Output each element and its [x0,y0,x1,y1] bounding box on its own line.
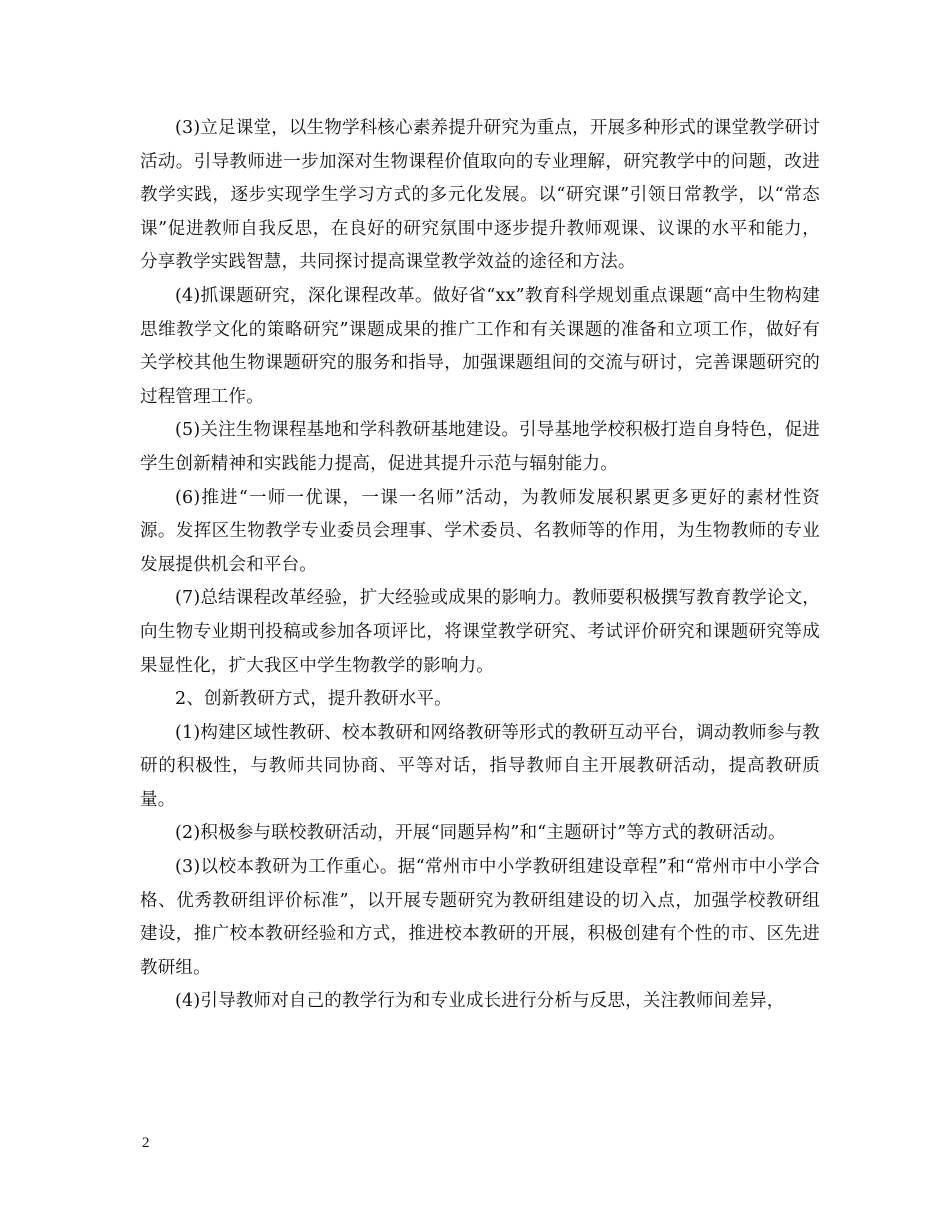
paragraph-4-teacher-reflection: (4)引导教师对自己的教学行为和专业成长进行分析与反思，关注教师间差异， [175,991,785,1012]
paragraph-2-joint-school-research: (2)积极参与联校教研活动，开展“同题异构”和“主题研讨”等方式的教研活动。 [175,823,786,844]
section-heading-innovate-research: 2、创新教研方式，提升教研水平。 [175,689,452,710]
paragraph-1-research-platform: (1)构建区域性教研、校本教研和网络教研等形式的教研互动平台，调动教师参与教研的积极性，与教师共同协商、平等对话，指导教师自主开展教研活动，提高教研质量。 [140,722,820,810]
paragraph-3-school-based-research: (3)以校本教研为工作重心。据“常州市中小学教研组建设章程”和“常州市中小学合格、优秀教研组评价标准”，以开展专题研究为教研组建设的切入点，加强学校教研组建设，推广校本教研经验和方式，推进校本教研的开展，积极创建有个性的市、区先进教研组。 [140,857,820,978]
paragraph-4-topic-research: (4)抓课题研究，深化课程改革。做好省“xx”教育科学规划重点课题“高中生物构建思维教学文化的策略研究”课题成果的推广工作和有关课题的准备和立项工作，做好有关学校其他生物课题研究的服务和指导，加强课题组间的交流与研讨，完善课题研究的过程管理工作。 [140,285,820,407]
paragraph-7-summarize-reform: (7)总结课程改革经验，扩大经验或成果的影响力。教师要积极撰写教育教学论文，向生物专业期刊投稿或参加各项评比，将课堂教学研究、考试评价研究和课题研究等成果显性化，扩大我区中学生物教学的影响力。 [140,588,820,676]
paragraph-6-one-teacher-one-lesson: (6)推进“一师一优课，一课一名师”活动，为教师发展积累更多更好的素材性资源。发挥区生物教学专业委员会理事、学术委员、名教师等的作用，为生物教师的专业发展提供机会和平台。 [140,487,820,575]
page-number: 2 [142,1135,150,1151]
paragraph-3-classroom-research: (3)立足课堂，以生物学科核心素养提升研究为重点，开展多种形式的课堂教学研讨活动。引导教师进一步加深对生物课程价值取向的专业理解，研究教学中的问题，改进教学实践，逐步实现学生学习方式的多元化发展。以“研究课”引领日常教学，以“常态课”促进教师自我反思，在良好的研究氛围中逐步提升教师观课、议课的水平和能力，分享教学实践智慧，共同探讨提高课堂教学效益的途径和方法。 [140,118,820,273]
paragraph-5-curriculum-base: (5)关注生物课程基地和学科教研基地建设。引导基地学校积极打造自身特色，促进学生创新精神和实践能力提高，促进其提升示范与辐射能力。 [140,420,820,474]
document-body [140,112,820,1019]
